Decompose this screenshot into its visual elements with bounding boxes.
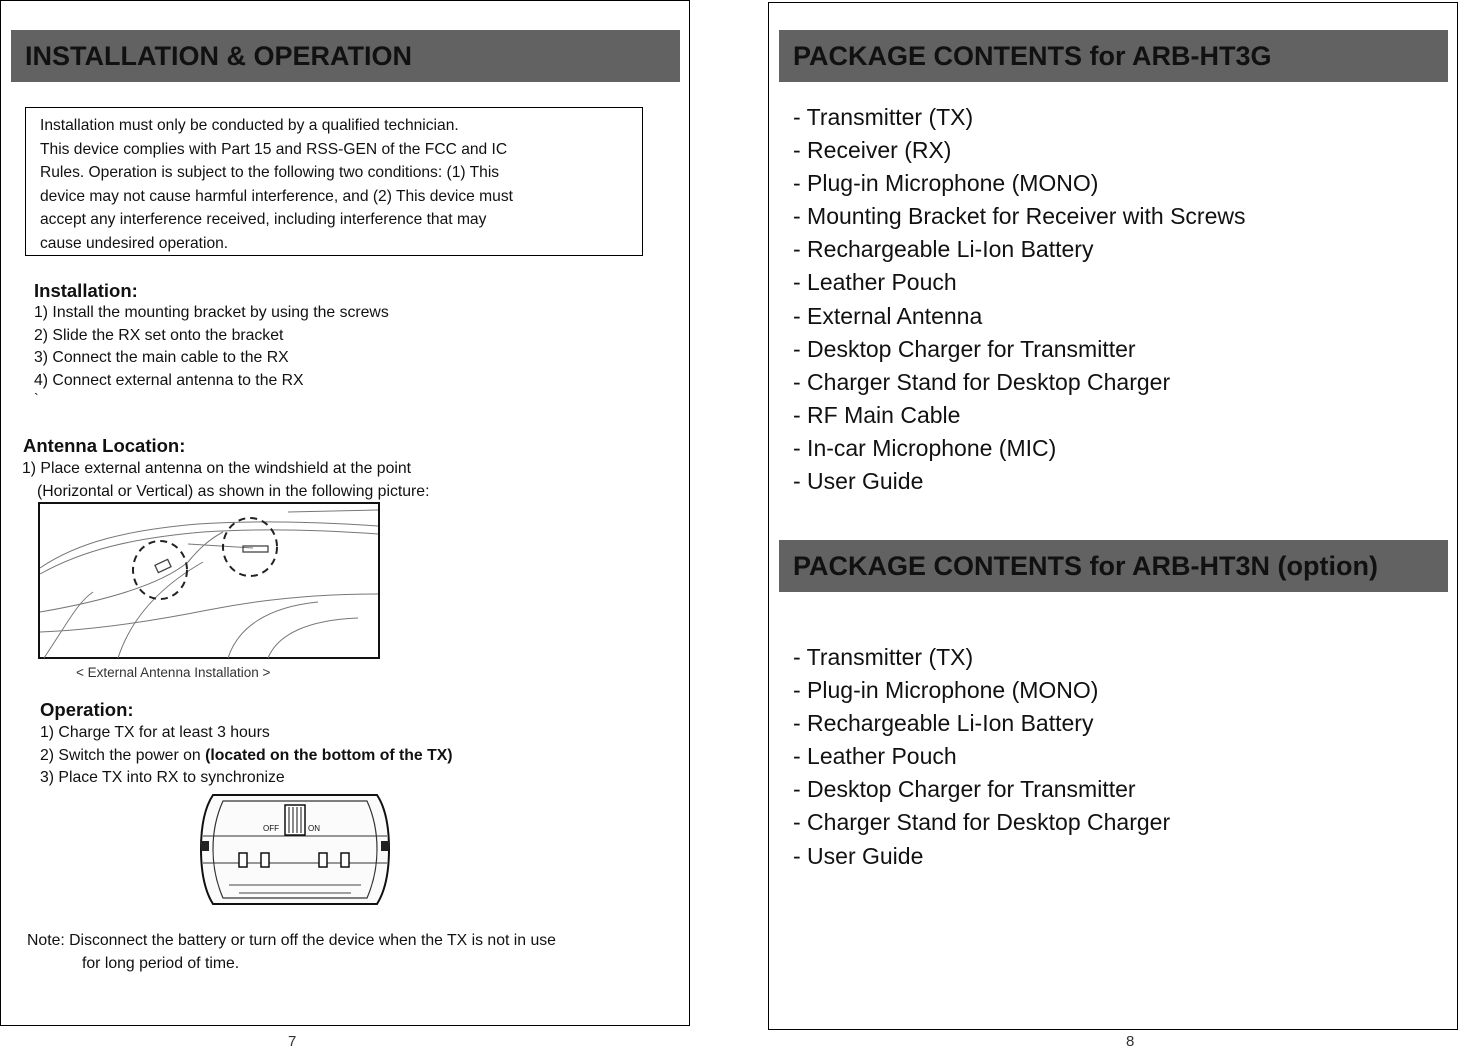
package-contents-ht3g-header: PACKAGE CONTENTS for ARB-HT3G <box>779 30 1448 82</box>
page-number-left: 7 <box>288 1033 297 1050</box>
ht3g-contents-list <box>793 101 1246 498</box>
ht3n-item: - Charger Stand for Desktop Charger <box>793 809 1171 836</box>
antenna-location-line: (Horizontal or Vertical) as shown in the following picture: <box>37 483 430 500</box>
operation-step: 1) Charge TX for at least 3 hours <box>40 724 270 741</box>
page-left <box>0 0 690 1026</box>
switch-on-label: ON <box>308 824 320 833</box>
ht3g-item: - RF Main Cable <box>793 401 961 428</box>
installation-step: 4) Connect external antenna to the RX <box>34 371 304 389</box>
ht3n-item: - Plug-in Microphone (MONO) <box>793 677 1099 704</box>
package-contents-ht3n-header: PACKAGE CONTENTS for ARB-HT3N (option) <box>779 540 1448 592</box>
installation-step: 2) Slide the RX set onto the bracket <box>34 326 284 344</box>
ht3g-item: - Receiver (RX) <box>793 137 952 164</box>
operation-step <box>40 745 453 768</box>
ht3g-item: - Charger Stand for Desktop Charger <box>793 368 1171 395</box>
note-line: Note: Disconnect the battery or turn off the device when the TX is not in use <box>27 932 556 949</box>
ht3g-item: - External Antenna <box>793 302 983 329</box>
operation-step: 3) Place TX into RX to synchronize <box>40 769 285 786</box>
ht3g-item: - User Guide <box>793 468 924 495</box>
ht3g-item: - Leather Pouch <box>793 269 957 296</box>
notice-line: accept any interference received, including interference that may <box>40 211 487 228</box>
installation-step: 1) Install the mounting bracket by using the screws <box>34 304 389 321</box>
notice-line: device may not cause harmful interference, and (2) This device must <box>40 187 513 205</box>
antenna-location-line: 1) Place external antenna on the windshield at the point <box>22 460 412 477</box>
ht3n-item: - User Guide <box>793 842 924 869</box>
operation-step-text: 2) Switch the power on <box>40 746 206 764</box>
ht3g-item: - Transmitter (TX) <box>793 104 974 130</box>
notice-line: Installation must only be conducted by a qualified technician. <box>40 117 459 134</box>
notice-line: Rules. Operation is subject to the following two conditions: (1) This <box>40 164 500 181</box>
ht3g-item: - Rechargeable Li-Ion Battery <box>793 236 1094 263</box>
ht3g-item: - In-car Microphone (MIC) <box>793 434 1057 461</box>
operation-title: Operation: <box>40 699 134 720</box>
note-line: for long period of time. <box>82 955 240 972</box>
ht3n-item: - Rechargeable Li-Ion Battery <box>793 710 1094 737</box>
ht3g-item: - Plug-in Microphone (MONO) <box>793 170 1099 197</box>
tx-power-switch-figure <box>199 793 391 907</box>
page-number-right: 8 <box>1126 1033 1135 1050</box>
ht3n-item: - Desktop Charger for Transmitter <box>793 776 1136 803</box>
installation-steps <box>34 302 389 392</box>
operation-steps <box>40 722 453 790</box>
page-right <box>768 2 1458 1030</box>
installation-operation-header: INSTALLATION & OPERATION <box>11 30 680 82</box>
ht3n-item: - Transmitter (TX) <box>793 644 974 670</box>
operation-step-emphasis: (located on the bottom of the TX) <box>205 746 453 764</box>
antenna-installation-figure <box>38 502 383 662</box>
switch-off-label: OFF <box>263 824 279 833</box>
notice-line: This device complies with Part 15 and RSS-GEN of the FCC and IC <box>40 140 508 158</box>
ht3n-contents-list <box>793 641 1170 873</box>
fcc-notice-box <box>25 107 643 256</box>
ht3n-item: - Leather Pouch <box>793 743 957 770</box>
antenna-location-title: Antenna Location: <box>23 435 186 456</box>
notice-line: cause undesired operation. <box>40 234 229 252</box>
antenna-figure-caption: < External Antenna Installation > <box>76 665 271 680</box>
ht3g-item: - Mounting Bracket for Receiver with Screws <box>793 203 1246 230</box>
installation-title: Installation: <box>34 280 138 301</box>
installation-step: 3) Connect the main cable to the RX <box>34 349 289 366</box>
stray-mark: ` <box>34 391 39 401</box>
ht3g-item: - Desktop Charger for Transmitter <box>793 335 1136 362</box>
